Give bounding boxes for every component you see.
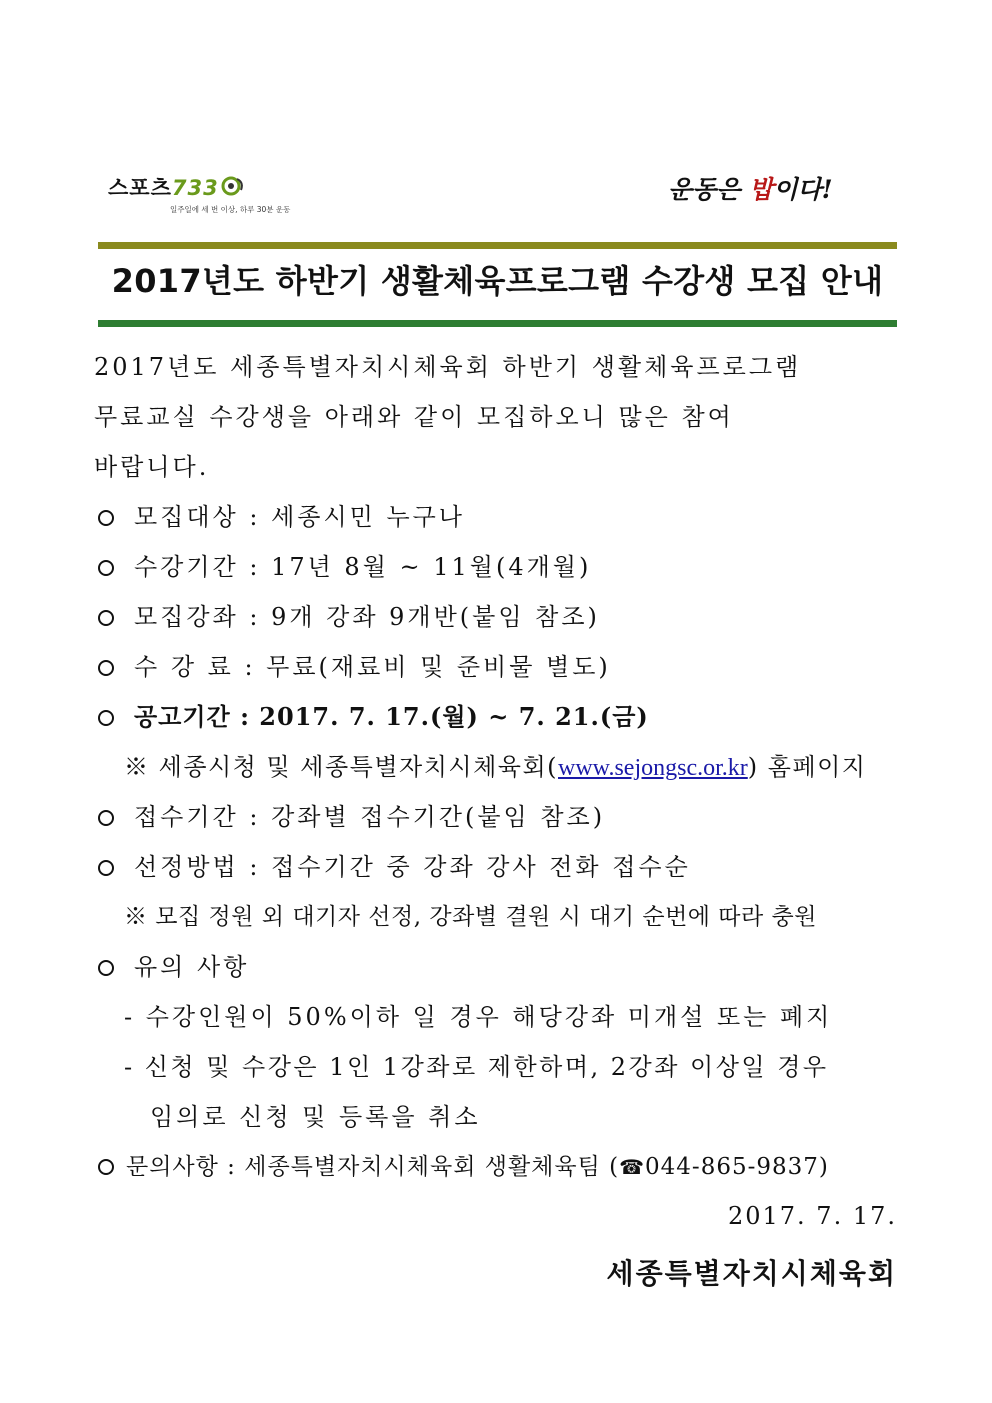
item-notice-sub	[124, 752, 867, 783]
item-notice-text: 공고기간 : 2017. 7. 17.(월) ~ 7. 21.(금)	[134, 702, 649, 731]
item-notice	[98, 702, 649, 732]
bullet-icon	[98, 860, 114, 876]
document-date: 2017. 7. 17.	[727, 1202, 897, 1230]
bullet-icon	[98, 660, 114, 676]
title-rule-top	[98, 242, 897, 249]
item-reception-text: 접수기간 : 강좌별 접수기간(붙임 참조)	[134, 803, 606, 831]
notice-sub-suffix: ) 홈페이지	[747, 753, 867, 781]
logo-tagline: 일주일에 세 번 이상, 하루 30분 운동	[170, 205, 291, 214]
intro-line-1: 2017년도 세종특별자치시체육회 하반기 생활체육프로그램	[94, 353, 802, 381]
bullet-icon	[98, 710, 114, 726]
item-caution	[98, 952, 249, 982]
slogan-part2: 밥	[749, 175, 774, 204]
caution-2: - 신청 및 수강은 1인 1강좌로 제한하며, 2강좌 이상일 경우	[124, 1053, 829, 1081]
caution-1: - 수강인원이 50%이하 일 경우 해당강좌 미개설 또는 폐지	[124, 1003, 833, 1031]
item-caution-text: 유의 사항	[134, 953, 250, 981]
bullet-icon	[98, 960, 114, 976]
caution-2b: 임의로 신청 및 등록을 취소	[150, 1103, 481, 1131]
item-selection	[98, 852, 691, 882]
slogan-part1: 운동은	[668, 175, 750, 204]
title-rule-bottom	[98, 320, 897, 327]
item-target	[98, 502, 465, 532]
item-fee-text: 수 강 료 : 무료(재료비 및 준비물 별도)	[134, 653, 611, 681]
slogan-part3: 이다!	[773, 175, 833, 204]
brand-number: 733	[171, 176, 219, 200]
homepage-link[interactable]: www.sejongsc.or.kr	[558, 755, 748, 781]
sports-733-brand	[108, 172, 308, 202]
intro-line-3: 바랍니다.	[94, 453, 210, 481]
item-period-text: 수강기간 : 17년 8월 ~ 11월(4개월)	[134, 553, 592, 581]
item-target-text: 모집대상 : 세종시민 누구나	[134, 503, 465, 531]
item-contact	[98, 1152, 829, 1182]
bullet-icon	[98, 1159, 114, 1175]
organization-name: 세종특별자치시체육회	[606, 1257, 897, 1290]
phone-icon: ☎	[619, 1155, 646, 1179]
slogan-text	[668, 170, 833, 206]
intro-line-2: 무료교실 수강생을 아래와 같이 모집하오니 많은 참여	[94, 403, 734, 431]
bullet-icon	[98, 610, 114, 626]
page-title: 2017년도 하반기 생활체육프로그램 수강생 모집 안내	[111, 262, 884, 300]
item-courses-text: 모집강좌 : 9개 강좌 9개반(붙임 참조)	[134, 603, 600, 631]
swirl-icon	[219, 176, 245, 196]
item-selection-text: 선정방법 : 접수기간 중 강좌 강사 전화 접수순	[134, 853, 691, 881]
slogan-logo	[668, 170, 888, 215]
item-selection-sub: ※ 모집 정원 외 대기자 선정, 강좌별 결원 시 대기 순번에 따라 충원	[124, 904, 817, 930]
contact-phone: 044-865-9837)	[645, 1154, 829, 1180]
brand-text: 스포츠	[108, 176, 172, 200]
item-courses	[98, 602, 600, 632]
notice-sub-prefix: ※ 세종시청 및 세종특별자치시체육회(	[124, 753, 559, 781]
contact-prefix: 문의사항 : 세종특별자치시체육회 생활체육팀 (	[126, 1154, 620, 1180]
item-fee	[98, 652, 611, 682]
bullet-icon	[98, 510, 114, 526]
bullet-icon	[98, 560, 114, 576]
bullet-icon	[98, 810, 114, 826]
item-period	[98, 552, 591, 582]
item-reception	[98, 802, 605, 832]
sports-733-logo	[108, 172, 308, 222]
